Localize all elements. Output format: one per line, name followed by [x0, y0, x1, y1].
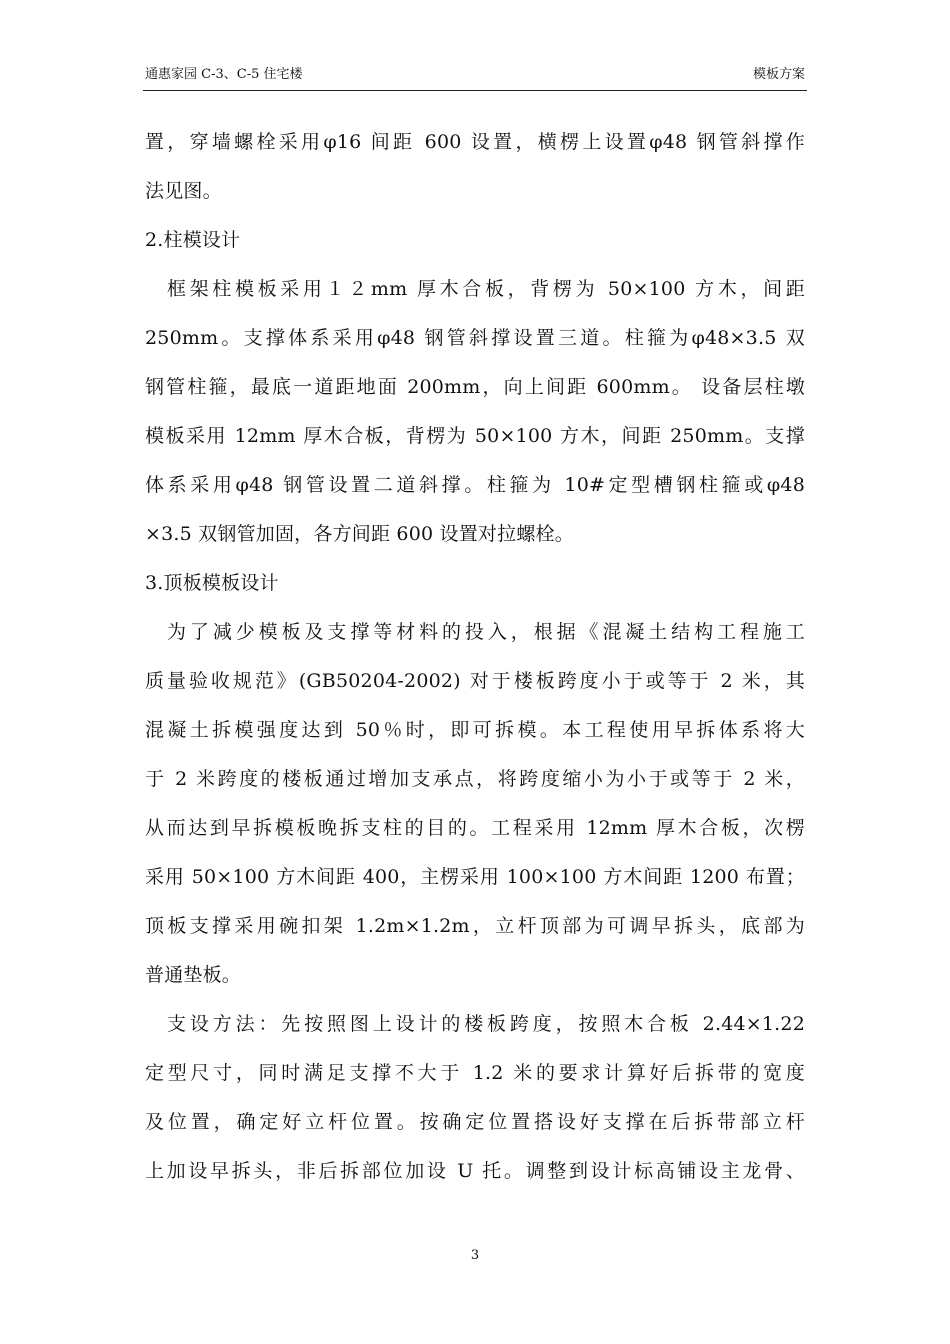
text-line: 支设方法：先按照图上设计的楼板跨度，按照木合板 2.44×1.22: [167, 1013, 805, 1035]
header-document-title: 模板方案: [752, 67, 805, 82]
document-body: [145, 118, 805, 1196]
text-line: 钢管柱箍，最底一道距地面 200mm，向上间距 600mm。 设备层柱墩: [145, 376, 805, 398]
text-line: 体系采用φ48 钢管设置二道斜撑。柱箍为 10#定型槽钢柱箍或φ48: [145, 474, 805, 496]
header-project-title: 通惠家园 C-3、C-5 住宅楼: [145, 67, 303, 82]
page-header: [143, 62, 807, 91]
text-line: 普通垫板。: [145, 964, 242, 986]
section-heading: 3.顶板模板设计: [145, 572, 279, 594]
text-line: 法见图。: [145, 180, 222, 202]
text-line: 上加设早拆头，非后拆部位加设 U 托。调整到设计标高铺设主龙骨、: [145, 1160, 805, 1182]
page-number: 3: [470, 1248, 480, 1263]
text-line: 定型尺寸，同时满足支撑不大于 1.2 米的要求计算好后拆带的宽度: [145, 1062, 805, 1084]
text-line: 质量验收规范》(GB50204-2002) 对于楼板跨度小于或等于 2 米，其: [145, 670, 805, 692]
text-line: 为了减少模板及支撑等材料的投入，根据《混凝土结构工程施工: [167, 621, 805, 643]
text-line: 模板采用 12mm 厚木合板，背楞为 50×100 方木，间距 250mm。支撑: [145, 425, 805, 447]
text-line: 顶板支撑采用碗扣架 1.2m×1.2m，立杆顶部为可调早拆头，底部为: [145, 915, 805, 937]
text-line: 于 2 米跨度的楼板通过增加支承点，将跨度缩小为小于或等于 2 米，: [145, 768, 805, 790]
text-line: 及位置，确定好立杆位置。按确定位置搭设好支撑在后拆带部立杆: [145, 1111, 805, 1133]
text-line: 采用 50×100 方木间距 400，主楞采用 100×100 方木间距 1200 布置；: [145, 866, 805, 888]
section-heading: 2.柱模设计: [145, 229, 241, 251]
text-line: 置，穿墙螺栓采用φ16 间距 600 设置，横楞上设置φ48 钢管斜撑作: [145, 131, 805, 153]
text-line: 250mm。支撑体系采用φ48 钢管斜撑设置三道。柱箍为φ48×3.5 双: [145, 327, 805, 349]
text-line: 框架柱模板采用１２mm 厚木合板，背楞为 50×100 方木，间距: [167, 278, 805, 300]
text-line: ×3.5 双钢管加固，各方间距 600 设置对拉螺栓。: [145, 523, 574, 545]
text-line: 从而达到早拆模板晚拆支柱的目的。工程采用 12mm 厚木合板，次楞: [145, 817, 805, 839]
text-line: 混凝土拆模强度达到 50％时，即可拆模。本工程使用早拆体系将大: [145, 719, 805, 741]
